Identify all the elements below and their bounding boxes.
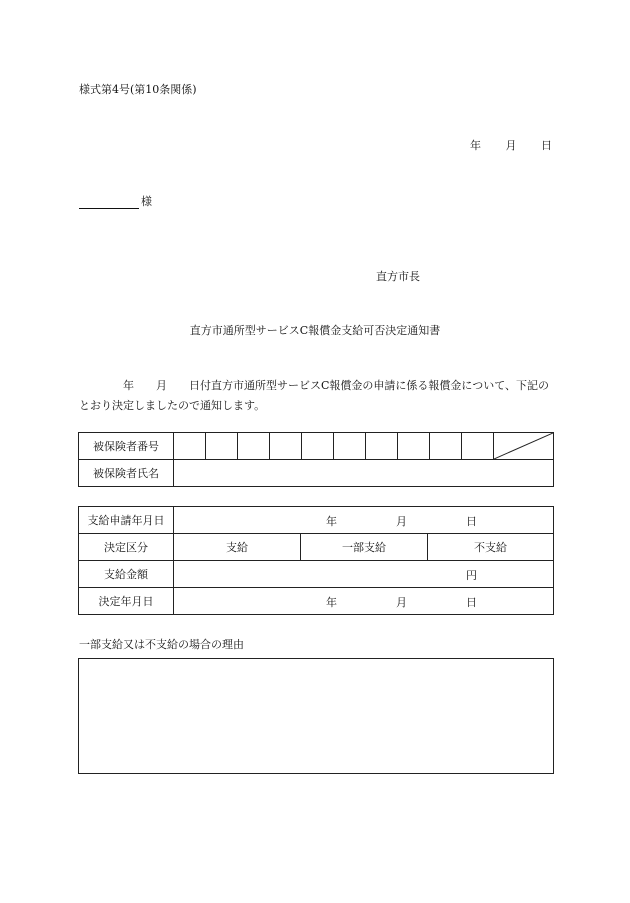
insured-name-label: 被保険者氏名 (79, 460, 174, 487)
issue-date-month: 月 (505, 139, 517, 152)
insured-number-digit[interactable] (398, 433, 430, 460)
application-date-row (79, 507, 554, 534)
insured-number-label: 被保険者番号 (79, 433, 174, 460)
addressee-name-blank[interactable] (79, 195, 139, 209)
decision-option-partial[interactable]: 一部支給 (301, 534, 428, 561)
insured-number-digit[interactable] (302, 433, 334, 460)
application-date-label: 支給申請年月日 (79, 507, 174, 534)
issuer: 直方市長 (376, 270, 420, 283)
insured-number-digit[interactable] (366, 433, 398, 460)
form-number: 様式第4号(第10条関係) (79, 83, 197, 96)
application-date-day: 日 (466, 515, 477, 528)
body-year: 年 (123, 379, 134, 392)
issue-date-day: 日 (541, 139, 552, 152)
application-date-year: 年 (326, 515, 337, 528)
issue-date-year: 年 (470, 139, 481, 152)
body-text: 日付直方市通所型サービスC報償金の申請に係る報償金について、下記のとおり決定しましたので通知します。 (79, 379, 549, 412)
decision-option-nonpay[interactable]: 不支給 (428, 534, 554, 561)
decision-date-label: 決定年月日 (79, 588, 174, 615)
insured-number-digit[interactable] (270, 433, 302, 460)
insured-number-digit[interactable] (206, 433, 238, 460)
crossed-out-cell (494, 433, 554, 460)
diagonal-line (494, 433, 553, 459)
amount-unit: 円 (466, 569, 477, 582)
reason-label: 一部支給又は不支給の場合の理由 (79, 638, 244, 651)
addressee-suffix: 様 (141, 195, 152, 208)
insured-table (78, 432, 554, 487)
decision-option-pay[interactable]: 支給 (174, 534, 301, 561)
body-month: 月 (156, 379, 167, 392)
reason-field[interactable] (78, 658, 554, 774)
insured-name-row (79, 460, 554, 487)
decision-type-row (79, 534, 554, 561)
insured-number-digit[interactable] (238, 433, 270, 460)
insured-name-field[interactable] (174, 460, 554, 487)
application-date-field[interactable] (174, 507, 554, 534)
insured-number-digit[interactable] (430, 433, 462, 460)
insured-number-digit[interactable] (174, 433, 206, 460)
insured-number-row (79, 433, 554, 460)
insured-number-digit[interactable] (462, 433, 494, 460)
body-paragraph (79, 376, 553, 416)
application-date-month: 月 (396, 515, 407, 528)
decision-date-day: 日 (466, 596, 477, 609)
payment-table (78, 506, 554, 615)
amount-row (79, 561, 554, 588)
decision-date-field[interactable] (174, 588, 554, 615)
insured-number-digit[interactable] (334, 433, 366, 460)
decision-type-label: 決定区分 (79, 534, 174, 561)
amount-field[interactable] (174, 561, 554, 588)
decision-date-year: 年 (326, 596, 337, 609)
amount-label: 支給金額 (79, 561, 174, 588)
decision-date-month: 月 (396, 596, 407, 609)
decision-date-row (79, 588, 554, 615)
addressee (79, 193, 152, 209)
document-title: 直方市通所型サービスC報償金支給可否決定通知書 (189, 324, 441, 337)
issue-date (470, 137, 552, 153)
